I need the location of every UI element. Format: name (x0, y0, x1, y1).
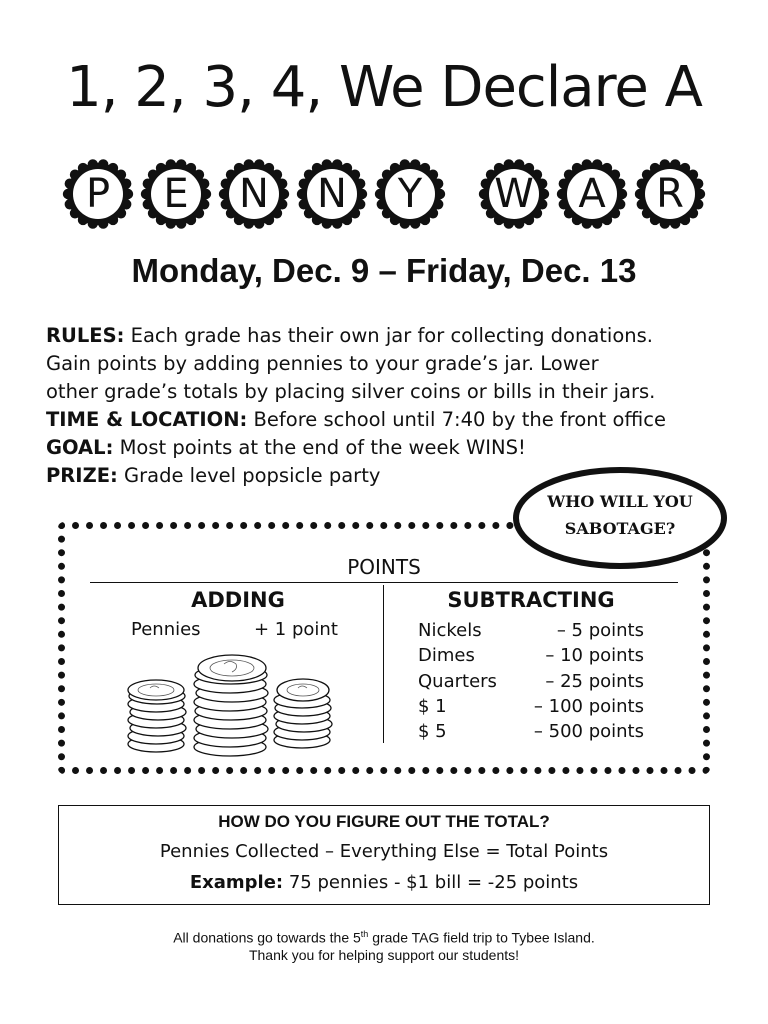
coin-points: – 25 points (545, 670, 644, 692)
footer-note (0, 926, 768, 964)
goal-label: GOAL: (46, 436, 114, 459)
letter-badge-p (62, 158, 134, 230)
badge-letter: A (578, 171, 606, 217)
total-example (58, 872, 710, 893)
prize-text: Grade level popsicle party (117, 464, 381, 487)
footer-line (0, 926, 768, 947)
letter-badge-n2 (296, 158, 368, 230)
rules-text: Each grade has their own jar for collecting donations. (124, 324, 653, 347)
badge-letter: N (239, 171, 269, 217)
time-text: Before school until 7:40 by the front office (247, 408, 666, 431)
rules-line: Gain points by adding pennies to your grade’s jar. Lower (46, 352, 599, 375)
rules-label: RULES: (46, 324, 125, 347)
goal-line (46, 434, 746, 462)
coin-name: Dimes (418, 645, 475, 667)
callout-line: WHO WILL YOU (547, 492, 693, 511)
list-item (418, 618, 648, 643)
adding-item: Pennies (131, 619, 201, 640)
letter-badge-r (634, 158, 706, 230)
list-item (418, 694, 648, 719)
coin-points: – 10 points (545, 645, 644, 667)
letter-badge-e (140, 158, 212, 230)
footer-text: grade TAG field trip to Tybee Island. (368, 929, 595, 946)
example-text: 75 pennies - $1 bill = -25 points (283, 872, 579, 893)
time-label: TIME & LOCATION: (46, 408, 248, 431)
adding-value: + 1 point (254, 619, 338, 640)
footer-sup: th (360, 929, 369, 939)
penny-stacks-icon (120, 652, 340, 762)
coin-name: $ 5 (418, 721, 447, 743)
coin-name: Nickels (418, 620, 482, 641)
prize-label: PRIZE: (46, 464, 118, 487)
rules-line (46, 322, 746, 350)
list-item (418, 719, 648, 744)
coin-points: – 500 points (533, 721, 644, 743)
rules-line: other grade’s totals by placing silver coins or bills in their jars. (46, 380, 656, 403)
subtracting-list (418, 618, 648, 744)
list-item (418, 643, 648, 668)
footer-line: Thank you for helping support our students! (248, 946, 520, 963)
page-title: 1, 2, 3, 4, We Declare A (66, 55, 702, 120)
letter-badge-y (374, 158, 446, 230)
coin-points: – 100 points (533, 695, 644, 717)
letter-badge-w (478, 158, 550, 230)
subtracting-heading: SUBTRACTING (447, 588, 615, 612)
goal-text: Most points at the end of the week WINS! (113, 436, 526, 459)
time-location-line (46, 406, 746, 434)
badge-letter: P (85, 171, 111, 217)
footer-text: All donations go towards the 5 (173, 929, 361, 946)
event-dates: Monday, Dec. 9 – Friday, Dec. 13 (131, 252, 637, 289)
adding-heading: ADDING (191, 588, 285, 612)
badge-letter: W (494, 171, 534, 217)
total-heading: HOW DO YOU FIGURE OUT THE TOTAL? (218, 812, 550, 831)
badge-letter: N (317, 171, 347, 217)
badge-letter: Y (397, 171, 423, 217)
callout-text (512, 488, 728, 542)
letter-badge-n1 (218, 158, 290, 230)
points-divider (90, 582, 678, 583)
coin-name: $ 1 (418, 695, 447, 717)
letter-badge-a (556, 158, 628, 230)
column-divider (383, 585, 384, 743)
total-formula: Pennies Collected – Everything Else = Total Points (159, 841, 609, 862)
badge-letter: E (163, 171, 189, 217)
coin-points: – 5 points (556, 620, 644, 641)
example-label: Example: (189, 872, 284, 893)
coin-name: Quarters (418, 670, 497, 692)
callout-line: SABOTAGE? (564, 519, 676, 538)
badge-letter: R (656, 171, 684, 217)
points-heading: POINTS (347, 555, 421, 579)
penny-war-badges (0, 158, 768, 248)
list-item (418, 669, 648, 694)
